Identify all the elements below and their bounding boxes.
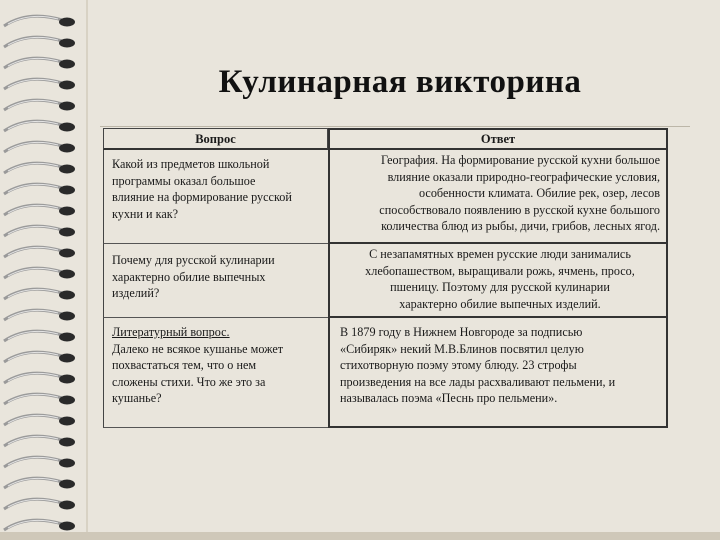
- question-line: Далеко не всякое кушанье может: [112, 341, 284, 356]
- answer-line: «Сибиряк» некий М.В.Блинов посвятил целую: [340, 341, 584, 356]
- quiz-table: [103, 128, 668, 428]
- binding-hole: [59, 480, 75, 489]
- answer-cell: [328, 150, 668, 244]
- title-divider: [100, 126, 690, 127]
- header-question: Вопрос: [103, 128, 328, 150]
- question-line: кушанье?: [112, 391, 162, 405]
- answer-line: С незапамятных времен русские люди занимались: [369, 247, 631, 261]
- binding-hole: [59, 375, 75, 384]
- answer-line: характерно обилие выпечных изделий.: [399, 296, 601, 311]
- answer-cell: [328, 244, 668, 318]
- answer-line: хлебопашеством, выращивали рожь, ячмень, просо,: [365, 263, 635, 278]
- binding-hole: [59, 501, 75, 510]
- binding-hole: [59, 186, 75, 195]
- margin-rule: [86, 0, 88, 540]
- question-line: характерно обилие выпечных: [112, 269, 266, 284]
- question-line: похвастаться тем, что о нем: [112, 358, 257, 372]
- header-answer: Ответ: [328, 128, 668, 150]
- binding-hole: [59, 354, 75, 363]
- question-line: влияние на формирование русской: [112, 190, 292, 204]
- bottom-strip: [0, 532, 720, 540]
- table-row: [103, 318, 668, 428]
- question-line: кухни и как?: [112, 206, 179, 221]
- question-cell: [103, 150, 328, 244]
- binding-hole: [59, 207, 75, 216]
- answer-line: произведения на все лады расхваливают пельмени, и: [340, 374, 616, 389]
- notebook-spiral-binding: [0, 10, 80, 535]
- binding-hole: [59, 165, 75, 174]
- binding-hole: [59, 522, 75, 531]
- question-line: сложены стихи. Что же это за: [112, 374, 266, 389]
- answer-line: особенности климата. Обилие рек, озер, лесов: [419, 186, 660, 200]
- binding-hole: [59, 396, 75, 405]
- binding-hole: [59, 18, 75, 27]
- answer-line: влияние оказали природно-географические условия,: [387, 169, 660, 184]
- binding-hole: [59, 81, 75, 90]
- binding-hole: [59, 438, 75, 447]
- binding-hole: [59, 39, 75, 48]
- question-line: Почему для русской кулинарии: [112, 253, 275, 267]
- binding-hole: [59, 333, 75, 342]
- answer-line: называлась поэма «Песнь про пельмени».: [340, 391, 558, 405]
- question-line: программы оказал большое: [112, 173, 256, 188]
- binding-hole: [59, 102, 75, 111]
- table-row: [103, 150, 668, 244]
- binding-hole: [59, 417, 75, 426]
- slide-title: Кулинарная викторина: [218, 64, 582, 100]
- answer-line: В 1879 году в Нижнем Новгороде за подписью: [340, 325, 583, 339]
- binding-hole: [59, 270, 75, 279]
- question-cell: [103, 318, 328, 428]
- answer-line: способствовало появлению в русской кухне большого: [379, 202, 660, 217]
- table-row: [103, 244, 668, 318]
- binding-hole: [59, 312, 75, 321]
- binding-hole: [59, 291, 75, 300]
- table-header-row: [103, 128, 668, 150]
- question-cell: [103, 244, 328, 318]
- binding-hole: [59, 228, 75, 237]
- answer-line: География. На формирование русской кухни большое: [381, 153, 660, 167]
- question-heading: Литературный вопрос.: [112, 325, 230, 339]
- question-line: изделий?: [112, 286, 160, 300]
- answer-line: стихотворную поэму этому блюду. 23 строфы: [340, 358, 577, 372]
- answer-cell: [328, 318, 668, 428]
- binding-hole: [59, 60, 75, 69]
- question-line: Какой из предметов школьной: [112, 157, 270, 171]
- binding-hole: [59, 249, 75, 258]
- binding-hole: [59, 144, 75, 153]
- binding-hole: [59, 123, 75, 132]
- answer-line: пшеницу. Поэтому для русской кулинарии: [390, 280, 610, 294]
- spiral-rings: [0, 10, 80, 535]
- answer-line: количества блюд из рыбы, дичи, грибов, лесных ягод.: [381, 219, 660, 233]
- binding-hole: [59, 459, 75, 468]
